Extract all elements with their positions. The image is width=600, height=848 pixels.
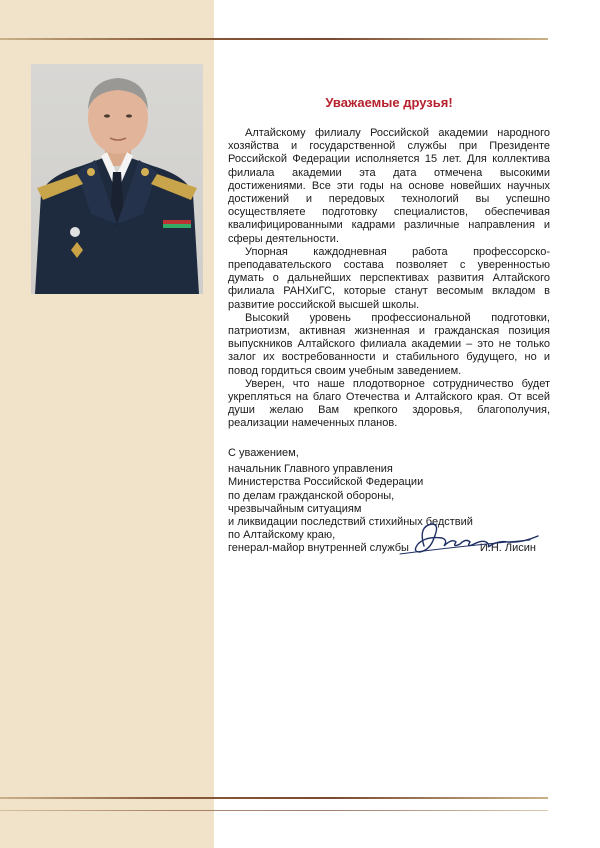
signature-title-line: начальник Главного управления	[228, 463, 393, 476]
handwritten-signature-icon	[390, 516, 550, 560]
bottom-divider	[0, 797, 548, 799]
paragraph: Упорная каждодневная работа профессорско-преподавательского состава позволяет с уверенностью думать о дальнейших перспективах развития Алтайского филиала РАНХиГС, которые станут весомым вкладом в развитие российской высшей школы.	[228, 245, 550, 311]
letter-body	[228, 127, 550, 431]
signature-title-line: чрезвычайным ситуациям	[228, 502, 362, 515]
portrait-illustration	[31, 64, 203, 294]
signature-title-line: по делам гражданской обороны,	[228, 489, 395, 502]
signer-name: И.Н. Лисин	[479, 542, 536, 555]
signature-title-line: по Алтайскому краю,	[228, 529, 336, 542]
signature-greeting: С уважением,	[228, 447, 299, 459]
letter-heading: Уважаемые друзья!	[325, 95, 453, 110]
top-divider	[0, 38, 548, 40]
signature-title-line: и ликвидации последствий стихийных бедствий	[228, 516, 473, 529]
signature-title-line: Министерства Российской Федерации	[228, 476, 424, 489]
bottom-divider-thin	[0, 810, 548, 811]
portrait-photo	[31, 64, 203, 294]
paragraph: Алтайскому филиалу Российской академии народного хозяйства и государственной службы при Президенте Российской Федерации исполняется 15 лет. Для коллектива филиала академии эта дата отмечена высокими достижениями. Все эти годы на основе новейших научных достижений и передовых технологий вы успешно осуществляете подготовку специалистов, обеспечивая квалифицированными кадрами различные направления и сферы деятельности.	[228, 127, 550, 245]
signature-title-line: генерал-майор внутренней службы	[228, 542, 409, 555]
paragraph: Высокий уровень профессиональной подготовки, патриотизм, активная жизненная и гражданская позиция выпускников Алтайского филиала академии – это не только залог их востребованности и стабильного будущего, но и повод гордиться своим учебным заведением.	[228, 311, 550, 377]
paragraph: Уверен, что наше плодотворное сотрудничество будет укрепляться на благо Отечества и Алтайского края. От всей души желаю Вам крепкого здоровья, благополучия, реализации намеченных планов.	[228, 377, 550, 430]
